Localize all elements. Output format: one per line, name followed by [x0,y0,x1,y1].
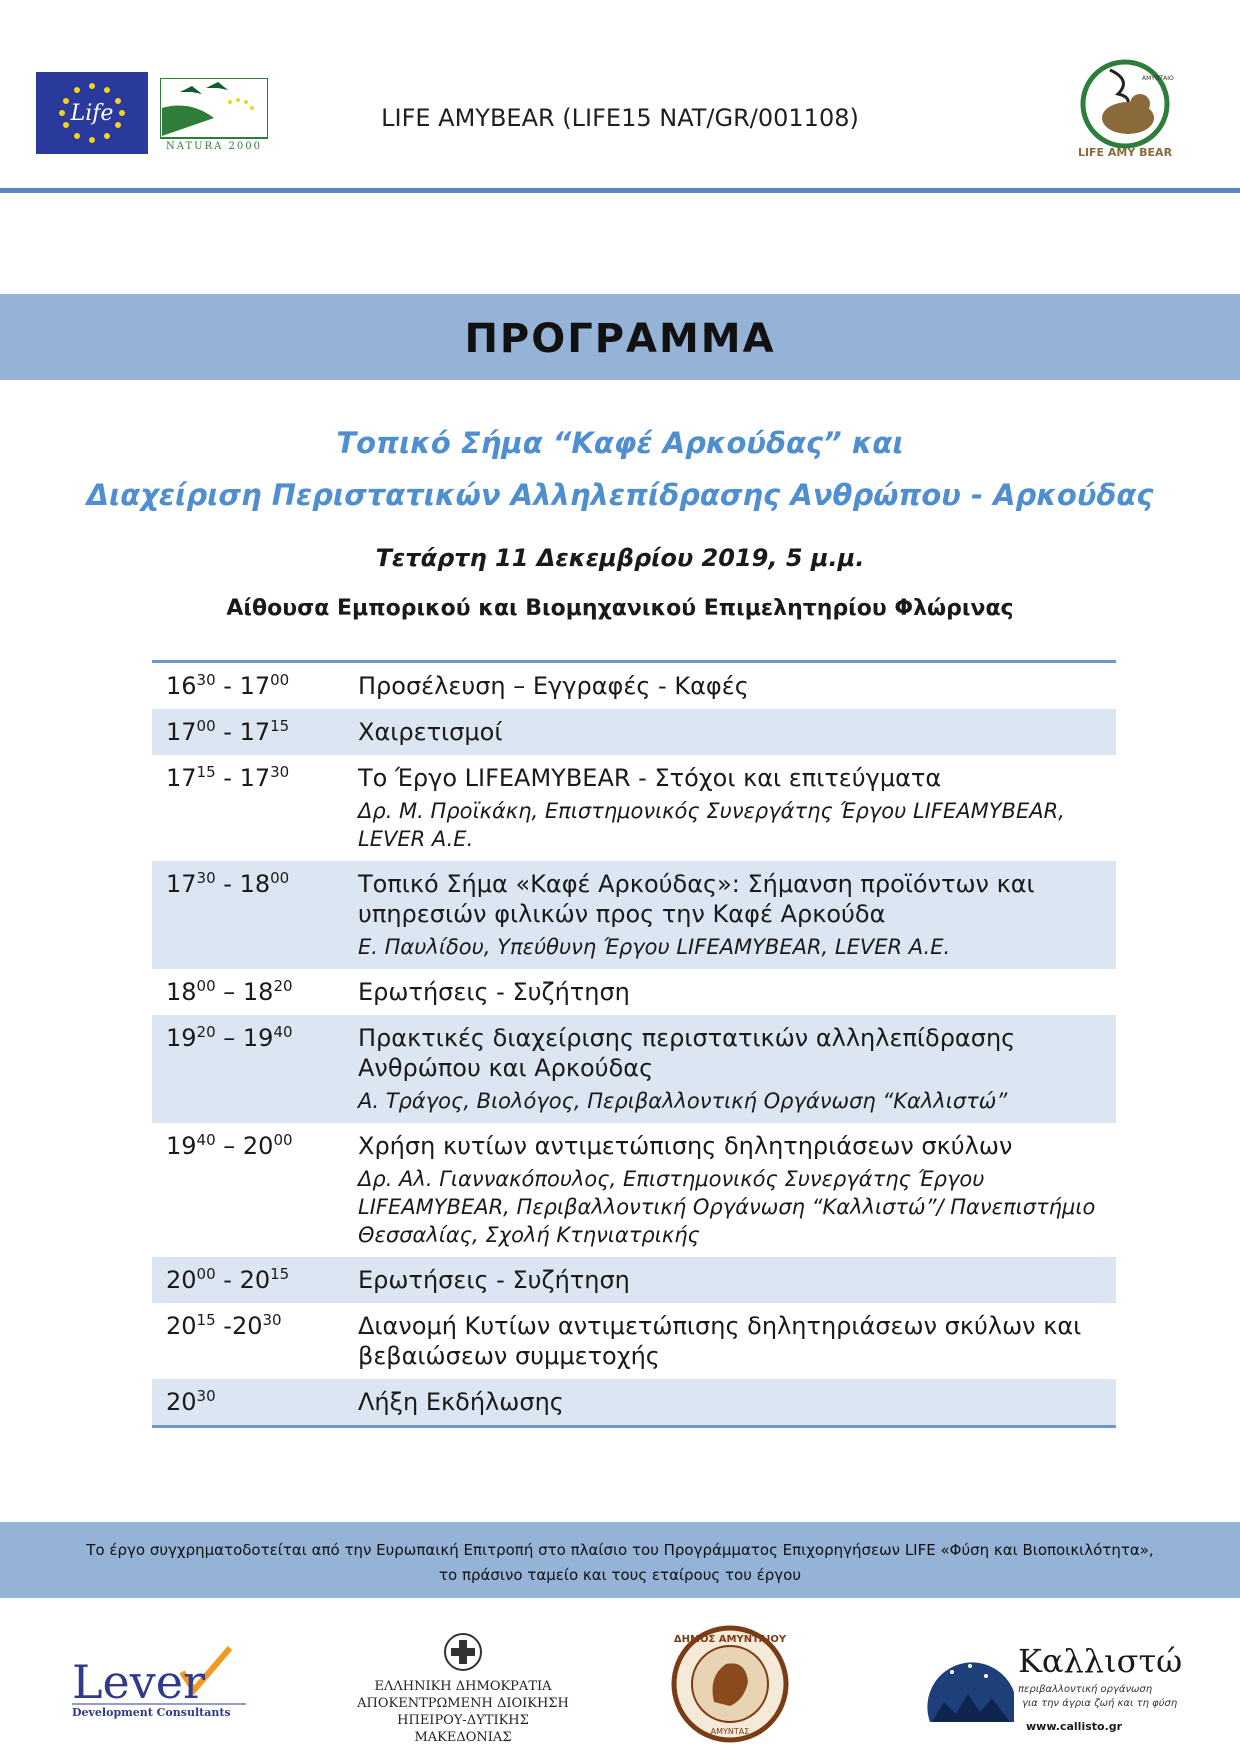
schedule-speaker: Ε. Παυλίδου, Υπεύθυνη Έργου LIFEAMYBEAR, LEVER A.E. [358,935,951,959]
lever-logo [70,1642,250,1722]
life-amybear-logo [1070,58,1180,160]
schedule-speaker: Δρ. Αλ. Γιαννακόπουλος, Επιστημονικός Συνεργάτης Έργου LIFEAMYBEAR, Περιβαλλοντική Οργάνωση “Καλλιστώ”/ Πανεπιστήμιο Θεσσαλίας, Σχολή Κτηνιατρικής [358,1167,1096,1247]
funding-text-line-2: το πράσινο ταμείο και τους εταίρους του έργου [438,1566,801,1584]
schedule-speaker: Δρ. Μ. Προϊκάκη, Επιστημονικός Συνεργάτης Έργου LIFEAMYBEAR, LEVER A.E. [358,799,1065,851]
schedule-time: $20^{30}$ [166,1387,216,1416]
natura-2000-logo [160,78,268,150]
amybear-ring-text: ΑΜΥΝΤΑΙΟ [1142,75,1174,82]
amybear-logo-text: LIFE AMY BEAR [1077,146,1173,159]
schedule-time: $17^{15} - 17^{30}$ [166,763,290,792]
amyntaio-top-text: ΔΗΜΟΣ ΑΜΥΝΤΑΙΟΥ [673,1634,787,1645]
schedule-item [358,717,1116,747]
schedule-row [152,861,1116,969]
schedule-title: Ερωτήσεις - Συζήτηση [358,1266,630,1294]
schedule-title: Προσέλευση – Εγγραφές - Καφές [358,672,749,700]
schedule-time: $19^{40} - 20^{00}$ [166,1131,293,1160]
lever-check-icon [70,1642,250,1722]
natura-text: NATURA 2000 [166,141,262,150]
schedule-title: Χρήση κυτίων αντιμετώπισης δηλητηριάσεων σκύλων [358,1132,1013,1160]
gov-line-2: ΑΠΟΚΕΝΤΡΩΜΕΝΗ ΔΙΟΙΚΗΣΗ [357,1696,569,1711]
schedule-item [358,1265,1116,1295]
schedule-time: $17^{00} - 17^{15}$ [166,717,290,746]
program-title: ΠΡΟΓΡΑΜΜΑ [464,316,776,362]
schedule-row [152,1303,1116,1379]
lever-tagline: Development Consultants [72,1706,231,1719]
schedule-title: Λήξη Εκδήλωσης [358,1388,564,1416]
schedule-speaker: Α. Τράγος, Βιολόγος, Περιβαλλοντική Οργάνωση “Καλλιστώ” [358,1089,1008,1113]
amyntas-head-icon [668,1622,792,1746]
funding-text-line-1: Το έργο συγχρηματοδοτείται από την Ευρωπαική Επιτροπή στο πλαίσιο του Προγράμματος Επιχορηγήσεων LIFE «Φύση και Βιοποικιλότητα», [86,1541,1154,1559]
schedule-row [152,1015,1116,1123]
schedule-title: Τοπικό Σήμα «Καφέ Αρκούδας»: Σήμανση προϊόντων και υπηρεσιών φιλικών προς την Καφέ Αρκούδα [358,870,1035,928]
eu-life-logo [36,72,148,154]
project-code: LIFE AMYBEAR (LIFE15 NAT/GR/001108) [381,104,859,132]
schedule-row [152,709,1116,755]
header-divider [0,188,1240,193]
callisto-name: Καλλιστώ [1018,1642,1183,1680]
schedule-time: $20^{00} - 20^{15}$ [166,1265,290,1294]
schedule-time: $19^{20} - 19^{40}$ [166,1023,293,1052]
schedule-time: $20^{15}$ $-20^{30}$ [166,1311,282,1340]
schedule-title: Χαιρετισμοί [358,718,503,746]
schedule-item [358,1387,1116,1417]
gov-line-3: ΗΠΕΙΡΟΥ-ΔΥΤΙΚΗΣ ΜΑΚΕΔΟΝΙΑΣ [397,1713,529,1745]
schedule-row [152,1379,1116,1425]
schedule-table [152,660,1116,1428]
schedule-row [152,663,1116,709]
schedule-item [358,763,1116,853]
callisto-constellation-icon [922,1632,1184,1736]
schedule-item [358,1131,1116,1249]
callisto-logo [922,1632,1184,1736]
schedule-item [358,671,1116,701]
schedule-item [358,977,1116,1007]
bear-icon [1070,58,1180,160]
schedule-time: $16^{30} - 17^{00}$ [166,671,290,700]
greek-gov-logo [356,1630,570,1745]
schedule-item [358,1023,1116,1115]
amyntaio-bottom-text: ΑΜΥΝΤΑΣ [710,1727,750,1736]
eu-stars-icon [36,72,148,154]
schedule-row [152,1257,1116,1303]
schedule-time: $18^{00} - 18^{20}$ [166,977,293,1006]
natura-birds-icon [160,78,268,150]
callisto-url: www.callisto.gr [1026,1720,1123,1733]
schedule-item [358,1311,1116,1371]
event-subtitle-line-1: Τοπικό Σήμα “Καφέ Αρκούδας” και [336,426,904,460]
schedule-item [358,869,1116,961]
eu-life-text: Life [70,101,114,126]
schedule-title: Ερωτήσεις - Συζήτηση [358,978,630,1006]
gov-line-1: ΕΛΛΗΝΙΚΗ ΔΗΜΟΚΡΑΤΙΑ [374,1679,552,1694]
schedule-row [152,969,1116,1015]
event-subtitle-line-2: Διαχείριση Περιστατικών Αλληλεπίδρασης Ανθρώπου - Αρκούδας [86,478,1154,512]
event-venue: Αίθουσα Εμπορικού και Βιομηχανικού Επιμελητηρίου Φλώρινας [226,596,1014,621]
schedule-row [152,755,1116,861]
greek-emblem-icon [441,1630,485,1674]
funding-band [0,1522,1240,1598]
callisto-tagline-2: για την άγρια ζωή και τη φύση [1022,1698,1178,1709]
schedule-title: Διανομή Κυτίων αντιμετώπισης δηλητηριάσεων σκύλων και βεβαιώσεων συμμετοχής [358,1312,1082,1370]
lever-name: Lever [72,1655,205,1709]
callisto-tagline-1: περιβαλλοντική οργάνωση [1018,1684,1153,1695]
schedule-title: Το Έργο LIFEAMYBEAR - Στόχοι και επιτεύγματα [358,764,942,792]
event-date: Τετάρτη 11 Δεκεμβρίου 2019, 5 μ.μ. [375,544,865,572]
amyntaio-municipality-logo [668,1622,792,1746]
schedule-row [152,1123,1116,1257]
schedule-time: $17^{30} - 18^{00}$ [166,869,290,898]
schedule-title: Πρακτικές διαχείρισης περιστατικών αλληλεπίδρασης Ανθρώπου και Αρκούδας [358,1024,1016,1082]
